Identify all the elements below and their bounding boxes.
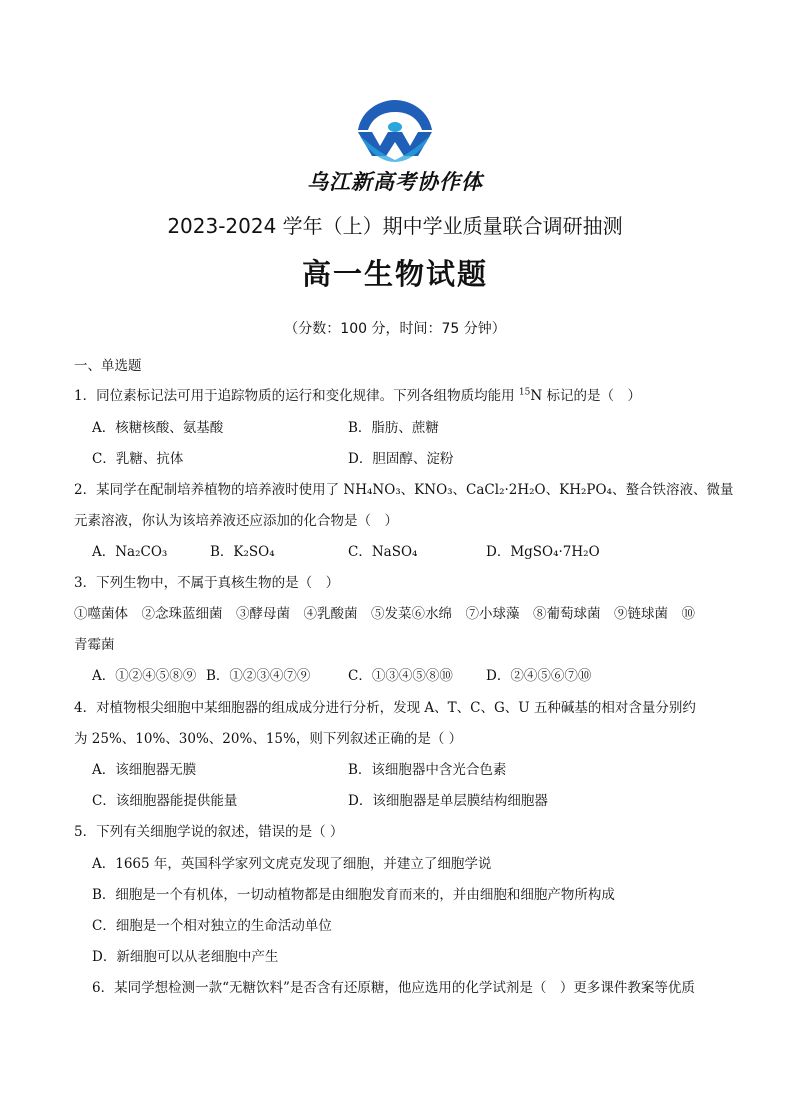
question-5-option-a: A．1665 年，英国科学家列文虎克发现了细胞，并建立了细胞学说: [92, 856, 492, 872]
question-2-stem-line2: 元素溶液，你认为该培养液还应添加的化合物是（ ）: [74, 513, 398, 529]
question-5-option-c: C．细胞是一个相对独立的生命活动单位: [92, 918, 332, 934]
exam-meta: （分数：100 分，时间：75 分钟）: [284, 321, 506, 337]
question-1-stem: 1．同位素标记法可用于追踪物质的运行和变化规律。下列各组物质均能用 $^{15}$N 标记的是（ ）: [74, 387, 641, 404]
question-3-list-line1: ①噬菌体 ②念珠蓝细菌 ③酵母菌 ④乳酸菌 ⑤发菜⑥水绵 ⑦小球藻 ⑧葡萄球菌 ⑨链球菌 ⑩: [74, 606, 695, 622]
question-4-option-b: B．该细胞器中含光合色素: [348, 762, 507, 778]
question-2-option-b: B．K₂SO₄: [210, 544, 275, 560]
logo-icon: [352, 100, 438, 162]
question-1-option-b: B．脂肪、蔗糖: [348, 420, 439, 436]
page-title: 高一生物试题: [301, 257, 488, 291]
question-5-option-b: B．细胞是一个有机体，一切动植物都是由细胞发育而来的，并由细胞和细胞产物所构成: [92, 887, 615, 903]
question-3-option-c: C．①③④⑤⑧⑩: [348, 668, 453, 684]
question-5-option-d: D．新细胞可以从老细胞中产生: [92, 949, 279, 965]
question-4-option-c: C．该细胞器能提供能量: [92, 793, 238, 809]
question-4-option-d: D．该细胞器是单层膜结构细胞器: [348, 793, 548, 809]
section-title: 一、单选题: [74, 358, 142, 374]
question-3-option-d: D．②④⑤⑥⑦⑩: [486, 668, 592, 684]
question-3-option-a: A．①②④⑤⑧⑨: [92, 668, 197, 684]
question-2-option-a: A．Na₂CO₃: [92, 544, 168, 560]
question-2-option-d: D．MgSO₄·7H₂O: [486, 544, 600, 560]
question-6-stem: 6．某同学想检测一款“无糖饮料”是否含有还原糖，他应选用的化学试剂是（ ）更多课件教案等优质: [92, 980, 695, 996]
question-3-option-b: B．①②③④⑦⑨: [206, 668, 311, 684]
org-name: 乌江新高考协作体: [307, 170, 483, 194]
question-4-option-a: A．该细胞器无膜: [92, 762, 197, 778]
exam-subtitle: 2023-2024 学年（上）期中学业质量联合调研抽测: [167, 214, 623, 238]
question-1-option-d: D．胆固醇、淀粉: [348, 451, 454, 467]
question-5-stem: 5．下列有关细胞学说的叙述，错误的是（ ）: [74, 824, 344, 840]
question-4-stem-line1: 4．对植物根尖细胞中某细胞器的组成成分进行分析，发现 A、T、C、G、U 五种碱基的相对含量分别约: [74, 700, 696, 716]
question-2-stem-line1: 2．某同学在配制培养植物的培养液时使用了 NH₄NO₃、KNO₃、CaCl₂·2H₂O、KH₂PO₄、螯合铁溶液、微量: [74, 482, 734, 498]
question-1-option-c: C．乳糖、抗体: [92, 451, 184, 467]
question-2-option-c: C．NaSO₄: [348, 544, 418, 560]
question-4-stem-line2: 为 25%、10%、30%、20%、15%，则下列叙述正确的是（ ）: [74, 731, 463, 747]
question-1-option-a: A．核糖核酸、氨基酸: [92, 420, 224, 436]
question-3-list-line2: 青霉菌: [74, 637, 115, 653]
question-3-stem: 3．下列生物中，不属于真核生物的是（ ）: [74, 575, 340, 591]
